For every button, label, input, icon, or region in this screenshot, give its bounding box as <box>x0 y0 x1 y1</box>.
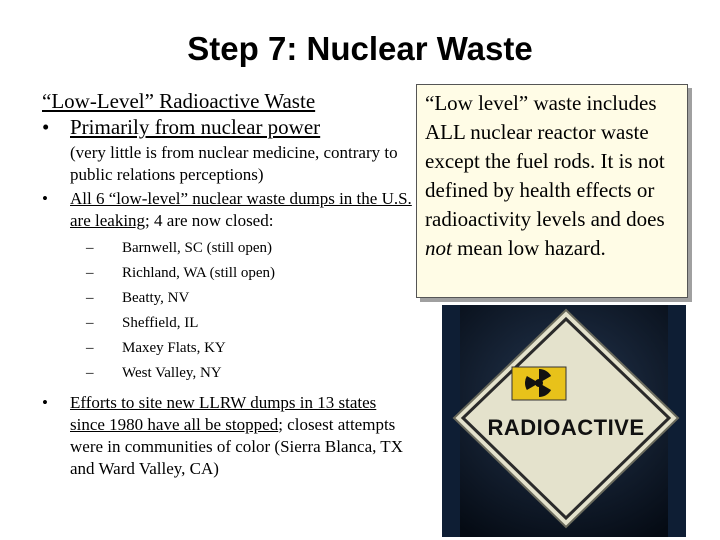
bullet-primary-source <box>42 114 412 140</box>
section-heading: “Low-Level” Radioactive Waste <box>42 89 316 113</box>
bullet-siting-efforts-rest: ; closest attempts were in communities of color (Sierra Blanca, TX and Ward Valley, CA) <box>70 415 403 478</box>
sign-label: RADIOACTIVE <box>487 415 645 440</box>
dash-icon: – <box>86 265 94 281</box>
bullet-icon: • <box>42 393 48 412</box>
bullet-icon: • <box>42 115 50 139</box>
definition-callout <box>416 84 688 298</box>
list-item: – Richland, WA (still open) <box>42 261 412 286</box>
callout-text-part2: mean low hazard. <box>451 236 606 260</box>
slide-title: Step 7: Nuclear Waste <box>187 30 533 67</box>
bullet-siting-efforts-emphasis: Efforts to site new LLRW dumps in 13 states since 1980 have all be stopped <box>70 393 377 434</box>
bullet-siting-efforts <box>42 392 412 480</box>
callout-text-part1: “Low level” waste includes ALL nuclear reactor waste except the fuel rods. It is not defined by health effects or radioactivity levels and does <box>425 91 665 231</box>
list-item: – Maxey Flats, KY <box>42 336 412 361</box>
radioactive-sign-illustration <box>442 305 686 537</box>
dash-icon: – <box>86 240 94 256</box>
dash-icon: – <box>86 365 94 381</box>
bullet-primary-source-text: Primarily from nuclear power <box>70 115 321 139</box>
radioactive-sign-photo <box>442 305 686 537</box>
bullet-dumps-leaking <box>42 188 412 232</box>
callout-emphasis: not <box>425 236 452 260</box>
list-item: – Barnwell, SC (still open) <box>42 236 412 261</box>
bullet-note: (very little is from nuclear medicine, contrary to public relations perceptions) <box>70 143 398 184</box>
bullet-icon: • <box>42 189 48 208</box>
list-item: – West Valley, NY <box>42 361 412 386</box>
bullet-dumps-leaking-rest: ; 4 are now closed: <box>145 211 274 230</box>
list-item: – Beatty, NV <box>42 286 412 311</box>
dump-site-list <box>42 236 412 386</box>
left-content <box>42 88 412 480</box>
bullet-dumps-leaking-emphasis: All 6 “low-level” nuclear waste dumps in the U.S. are leaking <box>70 189 412 230</box>
dash-icon: – <box>86 290 94 306</box>
list-item: – Sheffield, IL <box>42 311 412 336</box>
dash-icon: – <box>86 340 94 356</box>
dash-icon: – <box>86 315 94 331</box>
